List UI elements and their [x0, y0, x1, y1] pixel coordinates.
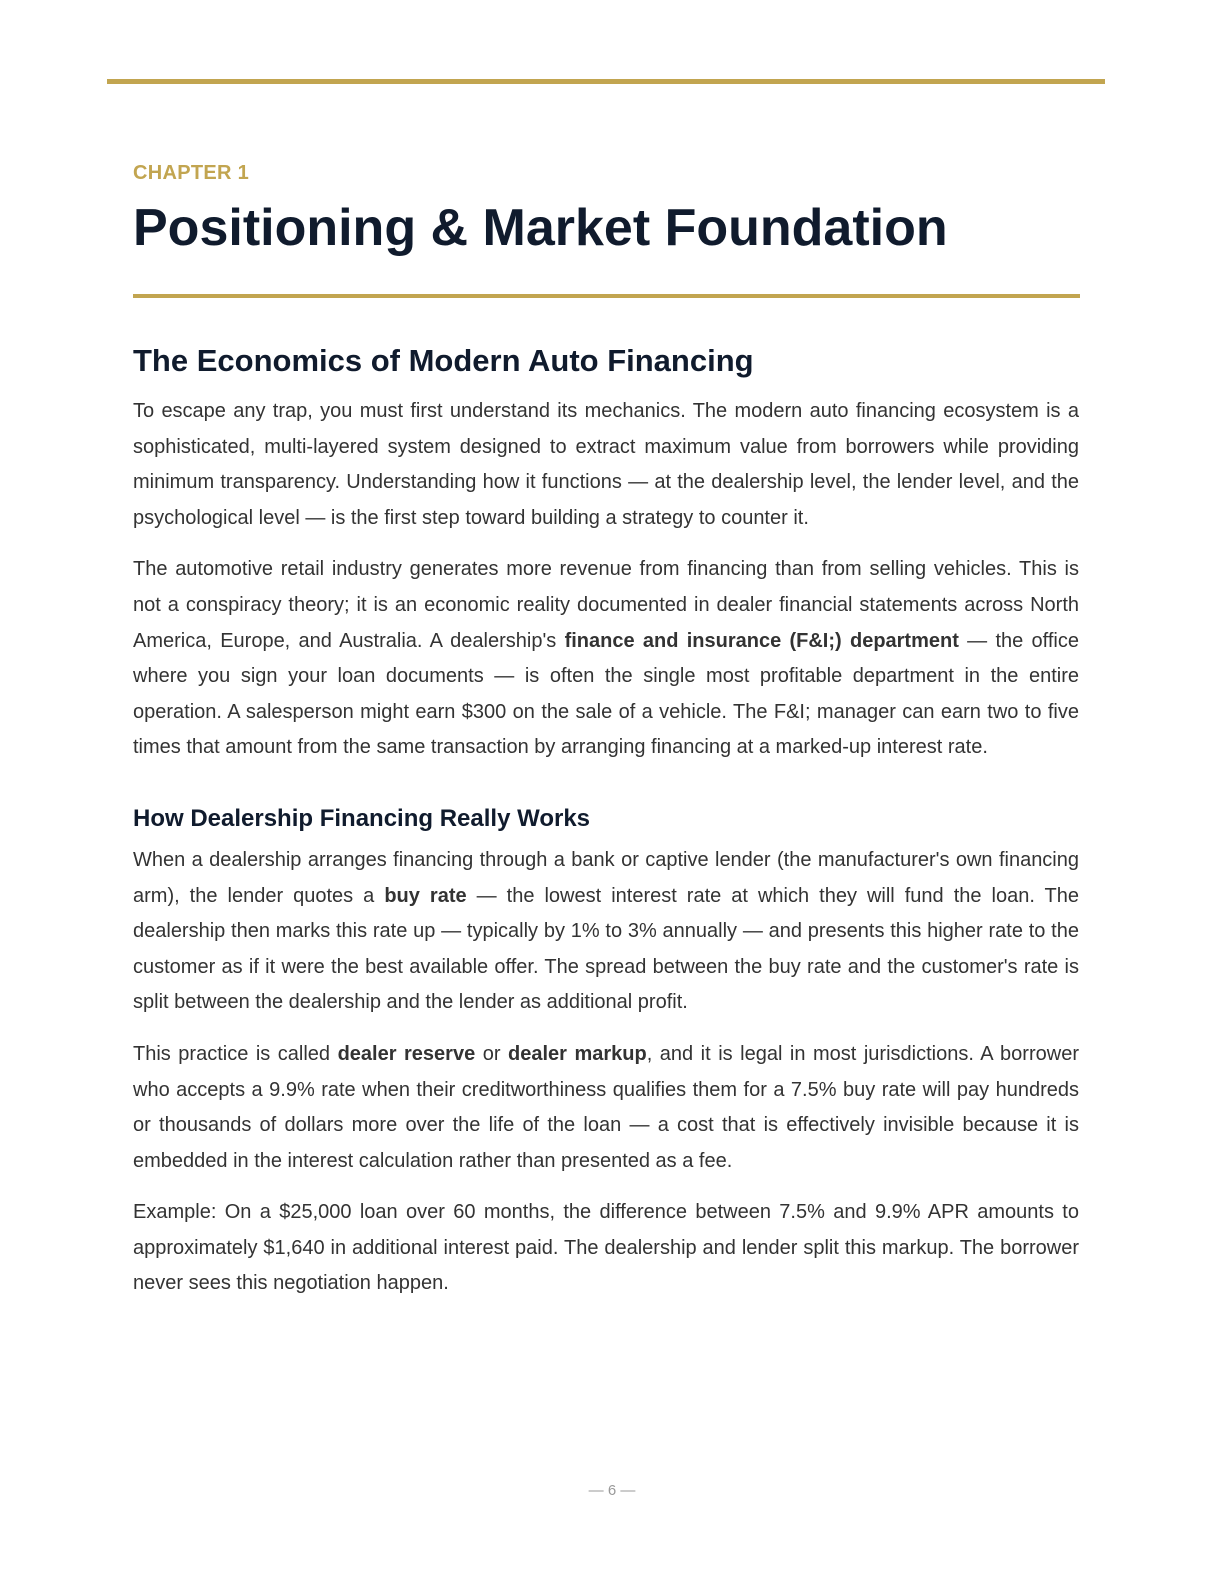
paragraph	[133, 552, 1079, 766]
section-heading-economics: The Economics of Modern Auto Financing	[133, 343, 754, 378]
page-content	[133, 160, 1079, 1302]
paragraph	[133, 1037, 1079, 1179]
bold-term: buy rate	[384, 884, 467, 907]
bold-term: dealer reserve	[337, 1042, 476, 1065]
page-number: — 6 —	[588, 1482, 636, 1499]
chapter-label: CHAPTER 1	[133, 162, 250, 184]
top-divider	[107, 79, 1105, 84]
title-divider	[133, 294, 1080, 298]
text-run: — the lowest interest rate at which they will fund the loan. The dealership then marks this rate up — typically by 1% to 3% annually — and presents this higher rate to the customer as if it were the best available offer. The spread between the buy rate and the customer's rate is split between the dealership and the lender as additional profit.	[133, 884, 1080, 1014]
text-run: This practice is called	[133, 1042, 338, 1065]
paragraph	[133, 843, 1079, 1021]
bold-term: dealer markup	[508, 1042, 647, 1065]
subsection-heading-dealership: How Dealership Financing Really Works	[133, 804, 591, 832]
paragraph: To escape any trap, you must first understand its mechanics. The modern auto financing ecosystem is a sophisticated, multi-layered system designed to extract maximum value from borrowers while providing minimum transparency. Understanding how it functions — at the dealership level, the lender level, and the psychological level — is the first step toward building a strategy to counter it.	[133, 400, 1079, 529]
text-run: — the office where you sign your loan documents — is often the single most profitable department in the entire operation. A salesperson might earn $300 on the sale of a vehicle. The F&I; manager can earn two to five times that amount from the same transaction by arranging financing at a marked-up interest rate.	[133, 629, 1080, 759]
chapter-title: Positioning & Market Foundation	[133, 199, 948, 257]
text-run: The automotive retail industry generates more revenue from financing than from selling vehicles. This is not a conspiracy theory; it is an economic reality documented in dealer financial statements across North America, Europe, and Australia. A dealership's	[133, 558, 1079, 652]
bold-term: finance and insurance (F&I;) department	[564, 629, 959, 652]
text-run: or	[475, 1042, 509, 1065]
text-run: , and it is legal in most jurisdictions. A borrower who accepts a 9.9% rate when their creditworthiness qualifies them for a 7.5% buy rate will pay hundreds or thousands of dollars more over the life of the loan — a cost that is effectively invisible because it is embedded in the interest calculation rather than presented as a fee.	[133, 1042, 1079, 1172]
example-paragraph: Example: On a $25,000 loan over 60 months, the difference between 7.5% and 9.9% APR amounts to approximately $1,640 in additional interest paid. The dealership and lender split this markup. The borrower never sees this negotiation happen.	[133, 1201, 1079, 1295]
text-run: When a dealership arranges financing through a bank or captive lender (the manufacturer's own financing arm), the lender quotes a	[133, 848, 1079, 907]
